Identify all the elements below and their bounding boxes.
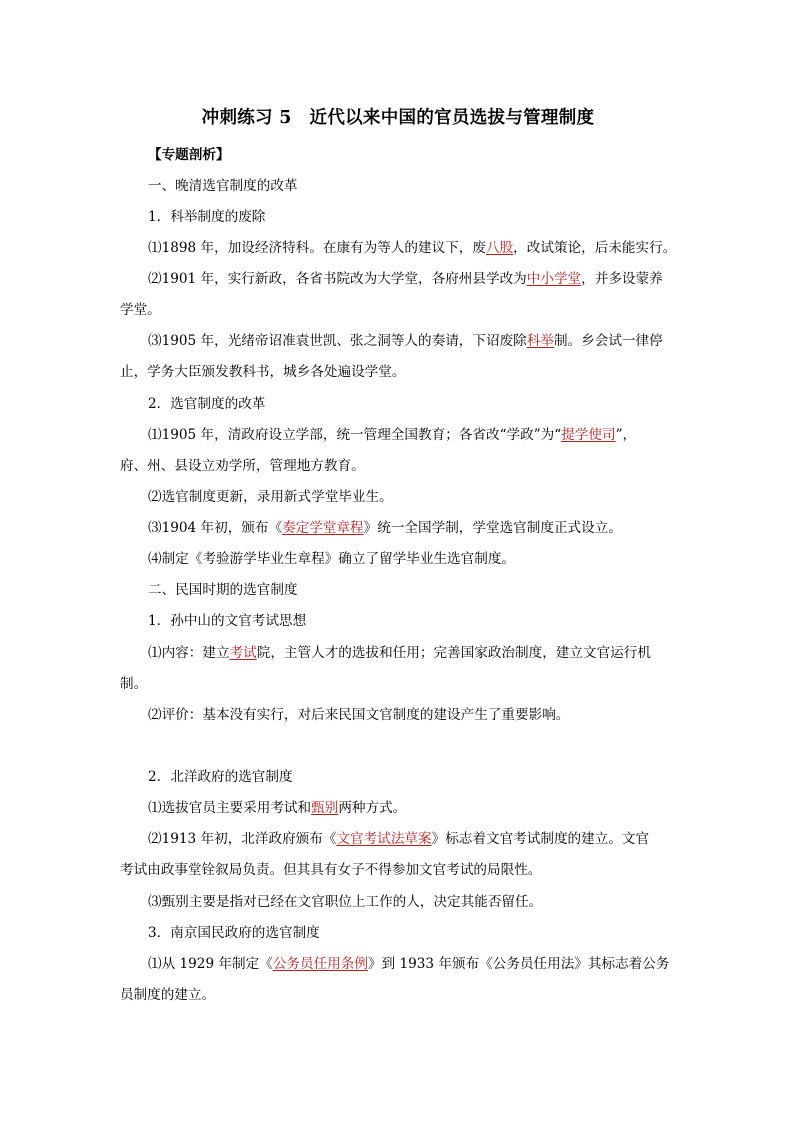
sub-1-2-heading: 2．选官制度的改革: [148, 396, 266, 412]
item-2-3-1: ⑴从 1929 年制定《公务员任用条例》到 1933 年颁布《公务员任用法》其标志着公务: [148, 956, 670, 972]
highlight-term: 考试: [229, 645, 257, 661]
highlight-term: 科举: [526, 333, 554, 349]
item-1-2-4: ⑷制定《考验游学毕业生章程》确立了留学毕业生选官制度。: [148, 551, 516, 567]
part-1-heading: 一、晚清选官制度的改革: [148, 178, 298, 194]
highlight-term: 中小学堂: [526, 271, 582, 287]
page-title: 冲刺练习 5 近代以来中国的官员选拔与管理制度: [201, 108, 595, 128]
item-1-1-1: ⑴1898 年，加设经济特科。在康有为等人的建议下，废八股，改试策论，后未能实行。: [148, 240, 677, 256]
item-2-2-2: ⑵1913 年初，北洋政府颁布《文官考试法草案》标志着文官考试制度的建立。文官: [148, 831, 650, 847]
item-2-2-1: ⑴选拔官员主要采用考试和甄别两种方式。: [148, 800, 407, 816]
item-2-1-1: ⑴内容：建立考试院，主管人才的选拔和任用；完善国家政治制度，建立文官运行机: [148, 645, 651, 661]
item-1-2-2: ⑵选官制度更新，录用新式学堂毕业生。: [148, 489, 393, 505]
highlight-term: 文官考试法草案: [336, 831, 432, 847]
item-2-3-1-cont: 员制度的建立。: [120, 987, 216, 1003]
item-2-1-1-cont: 制。: [120, 676, 148, 692]
item-1-2-1: ⑴1905 年，清政府设立学部，统一管理全国教育；各省改“学政”为“提学使司”，: [148, 427, 637, 443]
item-1-2-1-cont: 府、州、县设立劝学所，管理地方教育。: [120, 458, 365, 474]
item-1-1-3-cont: 止，学务大臣颁发教科书，城乡各处遍设学堂。: [120, 364, 406, 380]
item-1-2-3: ⑶1904 年初，颁布《奏定学堂章程》统一全国学制，学堂选官制度正式设立。: [148, 520, 622, 536]
item-2-2-3: ⑶甄别主要是指对已经在文官职位上工作的人，决定其能否留任。: [148, 894, 543, 910]
section-label: 【专题剖析】: [148, 147, 230, 163]
part-2-heading: 二、民国时期的选官制度: [148, 582, 298, 598]
highlight-term: 八股: [485, 240, 514, 256]
item-1-1-2: ⑵1901 年，实行新政，各省书院改为大学堂，各府州县学改为中小学堂，并多设蒙养: [148, 271, 663, 287]
item-2-2-2-cont: 考试由政事堂铨叙局负责。但其具有女子不得参加文官考试的局限性。: [120, 862, 542, 878]
sub-2-2-heading: 2．北洋政府的选官制度: [148, 769, 293, 785]
highlight-term: 提学使司: [561, 427, 616, 443]
sub-2-3-heading: 3．南京国民政府的选官制度: [148, 925, 320, 941]
item-2-1-2: ⑵评价：基本没有实行，对后来民国文官制度的建设产生了重要影响。: [148, 707, 570, 723]
highlight-term: 公务员任用条例: [272, 956, 368, 972]
item-1-1-2-cont: 学堂。: [120, 302, 161, 318]
sub-1-1-heading: 1．科举制度的废除: [148, 209, 266, 225]
sub-2-1-heading: 1．孙中山的文官考试思想: [148, 613, 307, 629]
highlight-term: 甄别: [311, 800, 339, 816]
item-1-1-3: ⑶1905 年，光绪帝诏准袁世凯、张之洞等人的奏请，下诏废除科举制。乡会试一律停: [148, 333, 663, 349]
highlight-term: 奏定学堂章程: [282, 520, 364, 536]
